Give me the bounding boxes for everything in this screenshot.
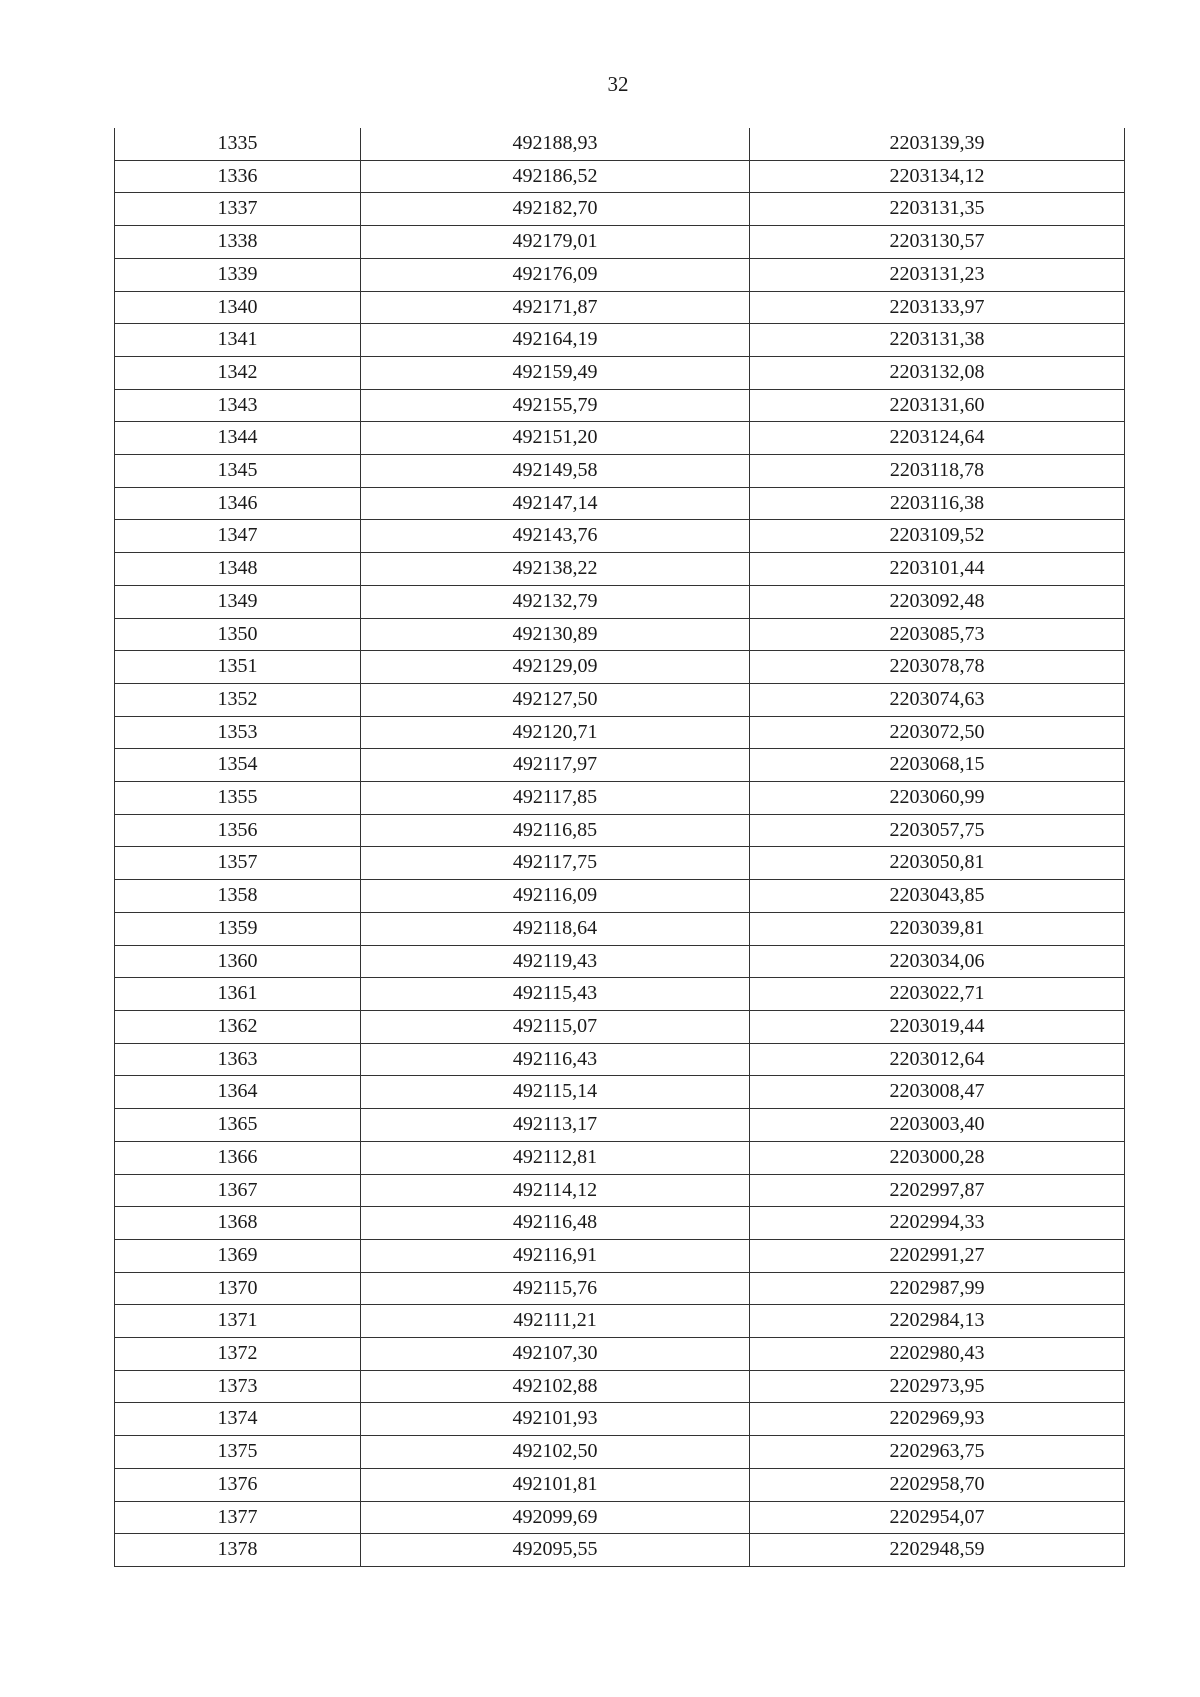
- point-number-cell: 1362: [115, 1010, 361, 1043]
- x-coordinate-cell: 492116,85: [361, 814, 750, 847]
- x-coordinate-cell: 492138,22: [361, 553, 750, 586]
- y-coordinate-cell: 2202994,33: [750, 1207, 1125, 1240]
- x-coordinate-cell: 492101,93: [361, 1403, 750, 1436]
- point-number-cell: 1335: [115, 128, 361, 160]
- y-coordinate-cell: 2203130,57: [750, 226, 1125, 259]
- table-row: [115, 1076, 1125, 1109]
- x-coordinate-cell: 492188,93: [361, 128, 750, 160]
- table-row: [115, 226, 1125, 259]
- y-coordinate-cell: 2202948,59: [750, 1534, 1125, 1567]
- y-coordinate-cell: 2202969,93: [750, 1403, 1125, 1436]
- y-coordinate-cell: 2203092,48: [750, 585, 1125, 618]
- y-coordinate-cell: 2203043,85: [750, 880, 1125, 913]
- y-coordinate-cell: 2203131,23: [750, 258, 1125, 291]
- table-row: [115, 1305, 1125, 1338]
- point-number-cell: 1352: [115, 683, 361, 716]
- x-coordinate-cell: 492186,52: [361, 160, 750, 193]
- x-coordinate-cell: 492113,17: [361, 1109, 750, 1142]
- y-coordinate-cell: 2203078,78: [750, 651, 1125, 684]
- point-number-cell: 1343: [115, 389, 361, 422]
- point-number-cell: 1351: [115, 651, 361, 684]
- table-row: [115, 716, 1125, 749]
- table-row: [115, 651, 1125, 684]
- y-coordinate-cell: 2203060,99: [750, 782, 1125, 815]
- table-row: [115, 1043, 1125, 1076]
- y-coordinate-cell: 2203000,28: [750, 1141, 1125, 1174]
- y-coordinate-cell: 2203109,52: [750, 520, 1125, 553]
- table-row: [115, 520, 1125, 553]
- y-coordinate-cell: 2202954,07: [750, 1501, 1125, 1534]
- point-number-cell: 1366: [115, 1141, 361, 1174]
- coordinates-table-body: [115, 128, 1125, 1566]
- table-row: [115, 683, 1125, 716]
- table-row: [115, 1436, 1125, 1469]
- y-coordinate-cell: 2202973,95: [750, 1370, 1125, 1403]
- point-number-cell: 1378: [115, 1534, 361, 1567]
- table-row: [115, 1272, 1125, 1305]
- x-coordinate-cell: 492164,19: [361, 324, 750, 357]
- point-number-cell: 1342: [115, 356, 361, 389]
- y-coordinate-cell: 2203039,81: [750, 912, 1125, 945]
- table-row: [115, 814, 1125, 847]
- x-coordinate-cell: 492114,12: [361, 1174, 750, 1207]
- x-coordinate-cell: 492115,07: [361, 1010, 750, 1043]
- point-number-cell: 1358: [115, 880, 361, 913]
- y-coordinate-cell: 2203012,64: [750, 1043, 1125, 1076]
- point-number-cell: 1369: [115, 1239, 361, 1272]
- y-coordinate-cell: 2203057,75: [750, 814, 1125, 847]
- x-coordinate-cell: 492099,69: [361, 1501, 750, 1534]
- point-number-cell: 1336: [115, 160, 361, 193]
- table-row: [115, 291, 1125, 324]
- y-coordinate-cell: 2202997,87: [750, 1174, 1125, 1207]
- y-coordinate-cell: 2203074,63: [750, 683, 1125, 716]
- y-coordinate-cell: 2203034,06: [750, 945, 1125, 978]
- x-coordinate-cell: 492111,21: [361, 1305, 750, 1338]
- table-row: [115, 847, 1125, 880]
- point-number-cell: 1377: [115, 1501, 361, 1534]
- point-number-cell: 1350: [115, 618, 361, 651]
- y-coordinate-cell: 2202984,13: [750, 1305, 1125, 1338]
- table-row: [115, 1207, 1125, 1240]
- x-coordinate-cell: 492182,70: [361, 193, 750, 226]
- point-number-cell: 1365: [115, 1109, 361, 1142]
- x-coordinate-cell: 492117,97: [361, 749, 750, 782]
- x-coordinate-cell: 492129,09: [361, 651, 750, 684]
- x-coordinate-cell: 492127,50: [361, 683, 750, 716]
- y-coordinate-cell: 2203072,50: [750, 716, 1125, 749]
- table-row: [115, 324, 1125, 357]
- point-number-cell: 1338: [115, 226, 361, 259]
- y-coordinate-cell: 2203131,38: [750, 324, 1125, 357]
- coordinates-table: [114, 128, 1125, 1567]
- table-row: [115, 193, 1125, 226]
- point-number-cell: 1361: [115, 978, 361, 1011]
- table-row: [115, 978, 1125, 1011]
- x-coordinate-cell: 492116,91: [361, 1239, 750, 1272]
- point-number-cell: 1341: [115, 324, 361, 357]
- y-coordinate-cell: 2202963,75: [750, 1436, 1125, 1469]
- x-coordinate-cell: 492179,01: [361, 226, 750, 259]
- y-coordinate-cell: 2203050,81: [750, 847, 1125, 880]
- y-coordinate-cell: 2203131,60: [750, 389, 1125, 422]
- point-number-cell: 1372: [115, 1338, 361, 1371]
- point-number-cell: 1373: [115, 1370, 361, 1403]
- x-coordinate-cell: 492171,87: [361, 291, 750, 324]
- y-coordinate-cell: 2203134,12: [750, 160, 1125, 193]
- point-number-cell: 1363: [115, 1043, 361, 1076]
- table-row: [115, 945, 1125, 978]
- table-row: [115, 880, 1125, 913]
- point-number-cell: 1368: [115, 1207, 361, 1240]
- y-coordinate-cell: 2203008,47: [750, 1076, 1125, 1109]
- table-row: [115, 553, 1125, 586]
- table-row: [115, 912, 1125, 945]
- y-coordinate-cell: 2203022,71: [750, 978, 1125, 1011]
- x-coordinate-cell: 492117,85: [361, 782, 750, 815]
- point-number-cell: 1339: [115, 258, 361, 291]
- table-row: [115, 1174, 1125, 1207]
- y-coordinate-cell: 2203131,35: [750, 193, 1125, 226]
- point-number-cell: 1374: [115, 1403, 361, 1436]
- table-row: [115, 1403, 1125, 1436]
- y-coordinate-cell: 2203124,64: [750, 422, 1125, 455]
- point-number-cell: 1344: [115, 422, 361, 455]
- table-row: [115, 356, 1125, 389]
- point-number-cell: 1348: [115, 553, 361, 586]
- point-number-cell: 1375: [115, 1436, 361, 1469]
- point-number-cell: 1376: [115, 1468, 361, 1501]
- x-coordinate-cell: 492117,75: [361, 847, 750, 880]
- point-number-cell: 1359: [115, 912, 361, 945]
- y-coordinate-cell: 2203019,44: [750, 1010, 1125, 1043]
- table-row: [115, 618, 1125, 651]
- x-coordinate-cell: 492155,79: [361, 389, 750, 422]
- y-coordinate-cell: 2202987,99: [750, 1272, 1125, 1305]
- x-coordinate-cell: 492115,43: [361, 978, 750, 1011]
- table-row: [115, 1141, 1125, 1174]
- point-number-cell: 1349: [115, 585, 361, 618]
- x-coordinate-cell: 492132,79: [361, 585, 750, 618]
- x-coordinate-cell: 492118,64: [361, 912, 750, 945]
- point-number-cell: 1337: [115, 193, 361, 226]
- y-coordinate-cell: 2203118,78: [750, 455, 1125, 488]
- x-coordinate-cell: 492116,09: [361, 880, 750, 913]
- table-row: [115, 1501, 1125, 1534]
- x-coordinate-cell: 492116,43: [361, 1043, 750, 1076]
- point-number-cell: 1354: [115, 749, 361, 782]
- table-row: [115, 749, 1125, 782]
- x-coordinate-cell: 492159,49: [361, 356, 750, 389]
- y-coordinate-cell: 2202958,70: [750, 1468, 1125, 1501]
- y-coordinate-cell: 2202980,43: [750, 1338, 1125, 1371]
- table-row: [115, 1468, 1125, 1501]
- x-coordinate-cell: 492101,81: [361, 1468, 750, 1501]
- point-number-cell: 1370: [115, 1272, 361, 1305]
- x-coordinate-cell: 492107,30: [361, 1338, 750, 1371]
- y-coordinate-cell: 2202991,27: [750, 1239, 1125, 1272]
- table-row: [115, 160, 1125, 193]
- y-coordinate-cell: 2203068,15: [750, 749, 1125, 782]
- point-number-cell: 1364: [115, 1076, 361, 1109]
- y-coordinate-cell: 2203101,44: [750, 553, 1125, 586]
- x-coordinate-cell: 492151,20: [361, 422, 750, 455]
- point-number-cell: 1357: [115, 847, 361, 880]
- x-coordinate-cell: 492115,14: [361, 1076, 750, 1109]
- table-row: [115, 1534, 1125, 1567]
- point-number-cell: 1346: [115, 487, 361, 520]
- point-number-cell: 1367: [115, 1174, 361, 1207]
- table-row: [115, 1010, 1125, 1043]
- x-coordinate-cell: 492130,89: [361, 618, 750, 651]
- y-coordinate-cell: 2203085,73: [750, 618, 1125, 651]
- x-coordinate-cell: 492143,76: [361, 520, 750, 553]
- x-coordinate-cell: 492120,71: [361, 716, 750, 749]
- table-row: [115, 455, 1125, 488]
- point-number-cell: 1371: [115, 1305, 361, 1338]
- table-row: [115, 128, 1125, 160]
- x-coordinate-cell: 492115,76: [361, 1272, 750, 1305]
- table-row: [115, 258, 1125, 291]
- table-row: [115, 1338, 1125, 1371]
- x-coordinate-cell: 492102,88: [361, 1370, 750, 1403]
- x-coordinate-cell: 492095,55: [361, 1534, 750, 1567]
- page-number: 32: [607, 72, 629, 96]
- y-coordinate-cell: 2203139,39: [750, 128, 1125, 160]
- point-number-cell: 1353: [115, 716, 361, 749]
- y-coordinate-cell: 2203133,97: [750, 291, 1125, 324]
- table-row: [115, 422, 1125, 455]
- table-row: [115, 1109, 1125, 1142]
- point-number-cell: 1360: [115, 945, 361, 978]
- table-row: [115, 389, 1125, 422]
- x-coordinate-cell: 492102,50: [361, 1436, 750, 1469]
- table-row: [115, 487, 1125, 520]
- table-row: [115, 585, 1125, 618]
- point-number-cell: 1345: [115, 455, 361, 488]
- point-number-cell: 1340: [115, 291, 361, 324]
- point-number-cell: 1347: [115, 520, 361, 553]
- y-coordinate-cell: 2203132,08: [750, 356, 1125, 389]
- x-coordinate-cell: 492119,43: [361, 945, 750, 978]
- x-coordinate-cell: 492112,81: [361, 1141, 750, 1174]
- table-row: [115, 1370, 1125, 1403]
- table-row: [115, 782, 1125, 815]
- x-coordinate-cell: 492147,14: [361, 487, 750, 520]
- y-coordinate-cell: 2203003,40: [750, 1109, 1125, 1142]
- x-coordinate-cell: 492176,09: [361, 258, 750, 291]
- x-coordinate-cell: 492116,48: [361, 1207, 750, 1240]
- point-number-cell: 1356: [115, 814, 361, 847]
- y-coordinate-cell: 2203116,38: [750, 487, 1125, 520]
- table-row: [115, 1239, 1125, 1272]
- point-number-cell: 1355: [115, 782, 361, 815]
- x-coordinate-cell: 492149,58: [361, 455, 750, 488]
